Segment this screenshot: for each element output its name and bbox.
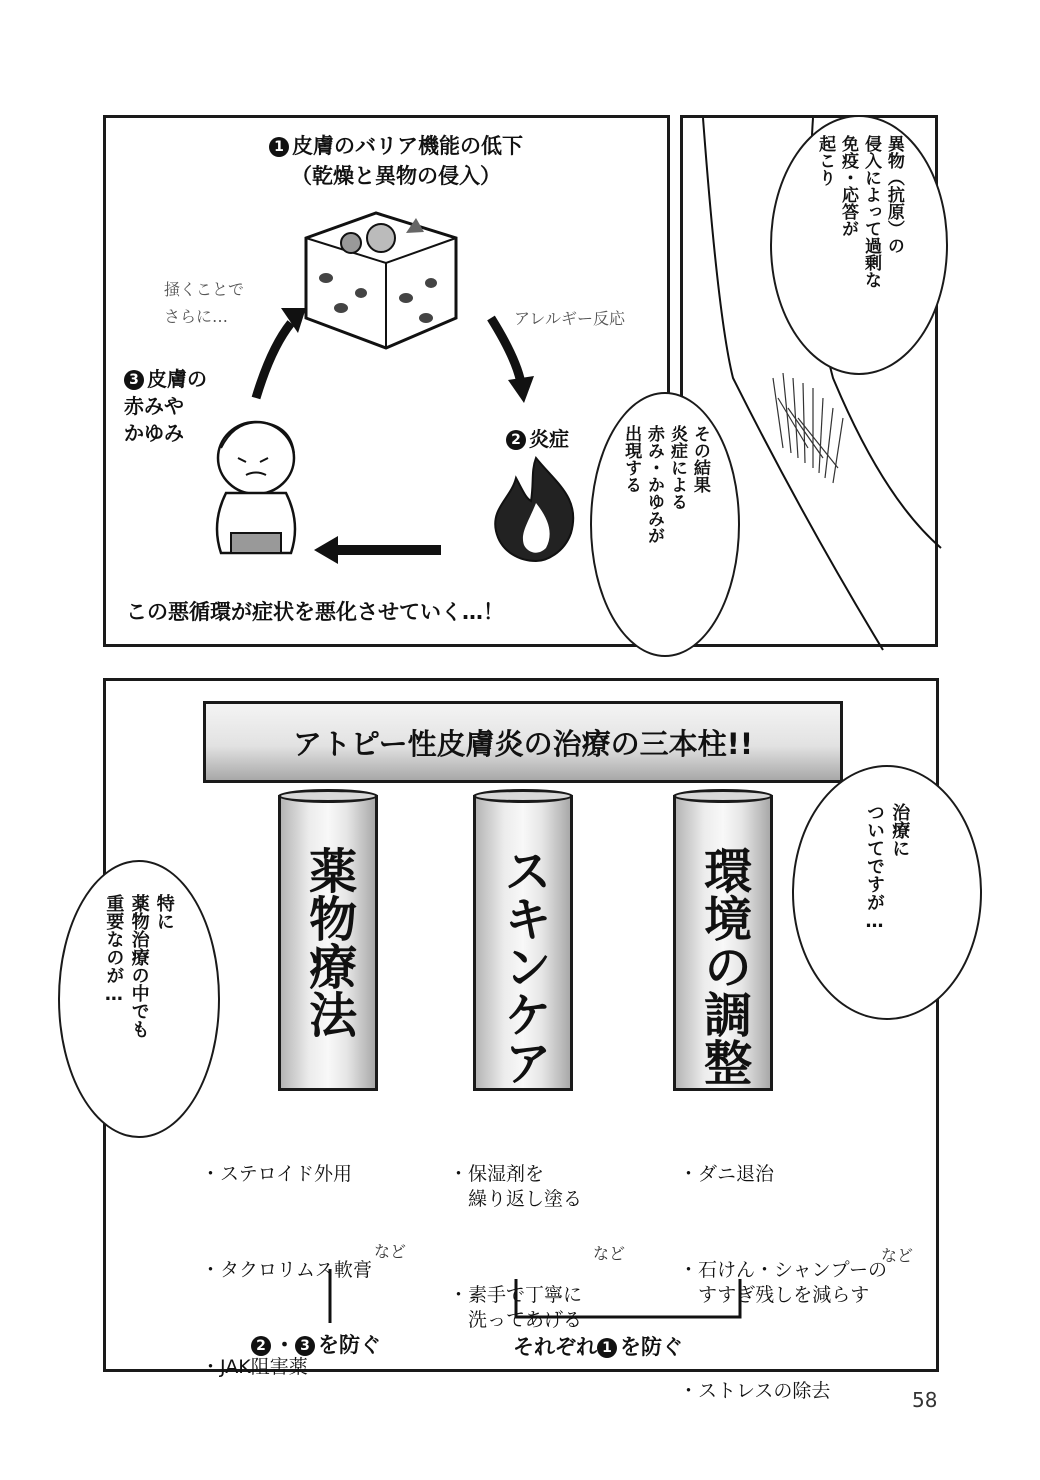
speech-bubble-immune: 異物（抗原）の 侵入によって過剰な 免疫・応答が 起こり	[770, 115, 948, 375]
cycle-panel	[103, 115, 670, 647]
list-item: ・ダニ退治	[679, 1163, 775, 1186]
list-item: ・保湿剤を 繰り返し塗る	[449, 1163, 583, 1211]
list-item: ・ステロイド外用	[201, 1163, 353, 1186]
skincare-etc: など	[593, 1244, 626, 1263]
speech-bubble-important: 特に 薬物治療の中でも 重要なのが…	[58, 860, 220, 1138]
pillar-environment: 環境の調整	[673, 795, 773, 1091]
flame-icon	[486, 453, 586, 563]
scratch-note: 掻くことで さらに…	[164, 280, 245, 327]
step1-subtitle: （乾燥と異物の侵入）	[291, 164, 501, 188]
list-item: ・ストレスの除去	[679, 1380, 831, 1403]
list-item: ・JAK阻害薬	[201, 1355, 308, 1378]
prevents-1-label: それぞれ 1 を防ぐ	[513, 1335, 683, 1359]
allergy-note: アレルギー反応	[514, 309, 625, 328]
list-item: ・素手で丁寧に 洗ってあげる	[449, 1284, 583, 1331]
step2-number-badge: 2	[506, 430, 526, 450]
cycle-conclusion: この悪循環が症状を悪化させていく…！	[126, 600, 504, 624]
scratching-child-illustration	[196, 413, 316, 563]
step1-title: 皮膚のバリア機能の低下	[292, 134, 523, 158]
step2-label: 2 炎症	[506, 423, 569, 452]
step3-number-badge: 3	[124, 370, 144, 390]
pillar-skincare: スキンケア	[473, 795, 573, 1091]
step3-label: 3 皮膚の 赤みや かゆみ	[124, 367, 207, 445]
step1-number-badge: 1	[269, 137, 289, 157]
pillars-title-beam: アトピー性皮膚炎の治療の三本柱!!	[203, 701, 843, 783]
prevents-2-3-label: 2 ・ 3 を防ぐ	[251, 1329, 381, 1359]
list-item: ・石けん・シャンプーの すすぎ残しを減らす	[679, 1259, 888, 1307]
prevention-connectors	[106, 681, 942, 1375]
medication-etc: など	[374, 1242, 407, 1261]
list-item: ・タクロリムス軟膏	[201, 1259, 373, 1282]
environment-etc: など	[881, 1246, 914, 1265]
pillar-medication: 薬物療法	[278, 795, 378, 1091]
speech-bubble-treatment: 治療に ついてですが…	[792, 765, 982, 1020]
speech-bubble-result: その結果 炎症による 赤み・かゆみが 出現する	[590, 392, 740, 657]
page-number: 58	[912, 1388, 938, 1412]
